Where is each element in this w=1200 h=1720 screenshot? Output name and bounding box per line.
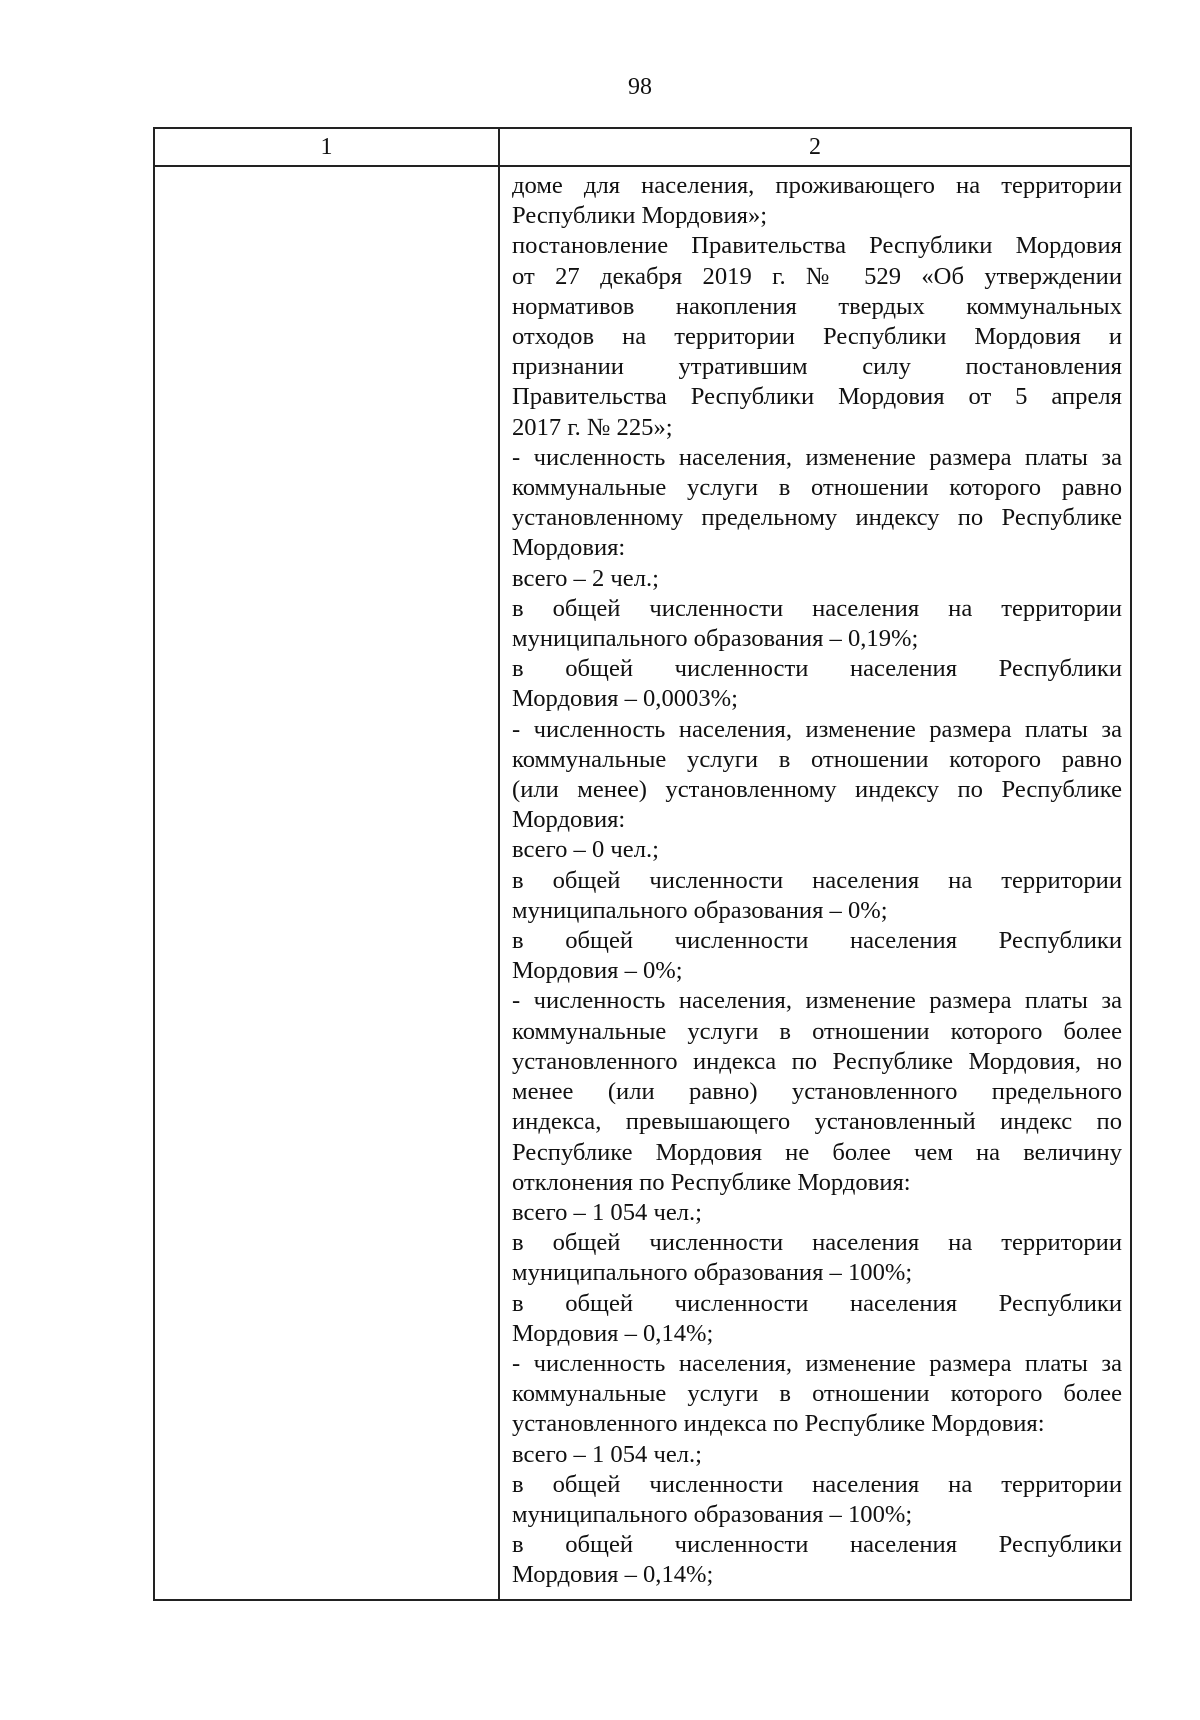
text-line: в общей численности населения Республики [512, 1289, 1122, 1317]
text-line: Мордовия: [512, 806, 626, 834]
column-header-2: 2 [499, 128, 1131, 166]
text-line: установленного индекса по Республике Мордовия, но [512, 1047, 1122, 1075]
table-header-row [154, 128, 1131, 166]
text-line: - численность населения, изменение размера платы за [512, 715, 1122, 743]
text-line: Республики Мордовия»; [512, 202, 768, 230]
text-line: муниципального образования – 0,19%; [512, 625, 919, 653]
text-line: муниципального образования – 100%; [512, 1500, 913, 1528]
text-line: Мордовия – 0,14%; [512, 1561, 714, 1589]
text-line: Мордовия – 0,14%; [512, 1319, 714, 1347]
text-line: коммунальные услуги в отношении которого более [512, 1380, 1122, 1408]
text-line: отходов на территории Республики Мордовия и [512, 323, 1122, 351]
column-2-cell [499, 166, 1131, 1600]
text-line: муниципального образования – 100%; [512, 1259, 913, 1287]
text-line: всего – 1 054 чел.; [512, 1198, 702, 1226]
text-line: Мордовия: [512, 534, 626, 562]
text-line: коммунальные услуги в отношении которого равно [512, 745, 1122, 773]
text-line: (или менее) установленному индексу по Республике [512, 776, 1122, 804]
text-line: Мордовия – 0,0003%; [512, 685, 738, 713]
text-line: менее (или равно) установленного предельного [512, 1078, 1122, 1106]
text-line: - численность населения, изменение размера платы за [512, 443, 1122, 471]
text-line: Республике Мордовия не более чем на величину [512, 1138, 1122, 1166]
text-line: установленного индекса по Республике Мордовия: [512, 1410, 1045, 1438]
text-line: всего – 0 чел.; [512, 836, 659, 864]
text-line: в общей численности населения на территории [512, 594, 1122, 622]
text-line: в общей численности населения на территории [512, 1470, 1122, 1498]
text-line: муниципального образования – 0%; [512, 896, 888, 924]
text-line: всего – 1 054 чел.; [512, 1440, 702, 1468]
text-line: индекса, превышающего установленный индекс по [512, 1108, 1122, 1136]
text-line: 2017 г. № 225»; [512, 413, 673, 441]
text-line: в общей численности населения Республики [512, 927, 1122, 955]
text-line: в общей численности населения на территории [512, 1229, 1122, 1257]
text-line: от 27 декабря 2019 г. № 529 «Об утверждении [512, 262, 1122, 290]
text-line: - численность населения, изменение размера платы за [512, 1349, 1122, 1377]
column-header-1: 1 [154, 128, 499, 166]
text-line: в общей численности населения на территории [512, 866, 1122, 894]
text-line: отклонения по Республике Мордовия: [512, 1168, 911, 1196]
text-line: Мордовия – 0%; [512, 957, 683, 985]
text-line: коммунальные услуги в отношении которого более [512, 1017, 1122, 1045]
table-row [154, 166, 1131, 1600]
column-1-cell [154, 166, 499, 1600]
text-line: всего – 2 чел.; [512, 564, 659, 592]
page-number: 98 [628, 74, 652, 100]
text-line: установленному предельному индексу по Республике [512, 504, 1122, 532]
text-line: в общей численности населения Республики [512, 655, 1122, 683]
text-line: Правительства Республики Мордовия от 5 апреля [512, 383, 1122, 411]
text-line: в общей численности населения Республики [512, 1531, 1122, 1559]
text-line: нормативов накопления твердых коммунальных [512, 292, 1122, 320]
text-line: - численность населения, изменение размера платы за [512, 987, 1122, 1015]
text-line: признании утратившим силу постановления [512, 353, 1122, 381]
document-table [153, 127, 1132, 1601]
text-line: постановление Правительства Республики Мордовия [512, 232, 1122, 260]
text-line: доме для населения, проживающего на территории [512, 172, 1122, 199]
text-line: коммунальные услуги в отношении которого равно [512, 474, 1122, 502]
